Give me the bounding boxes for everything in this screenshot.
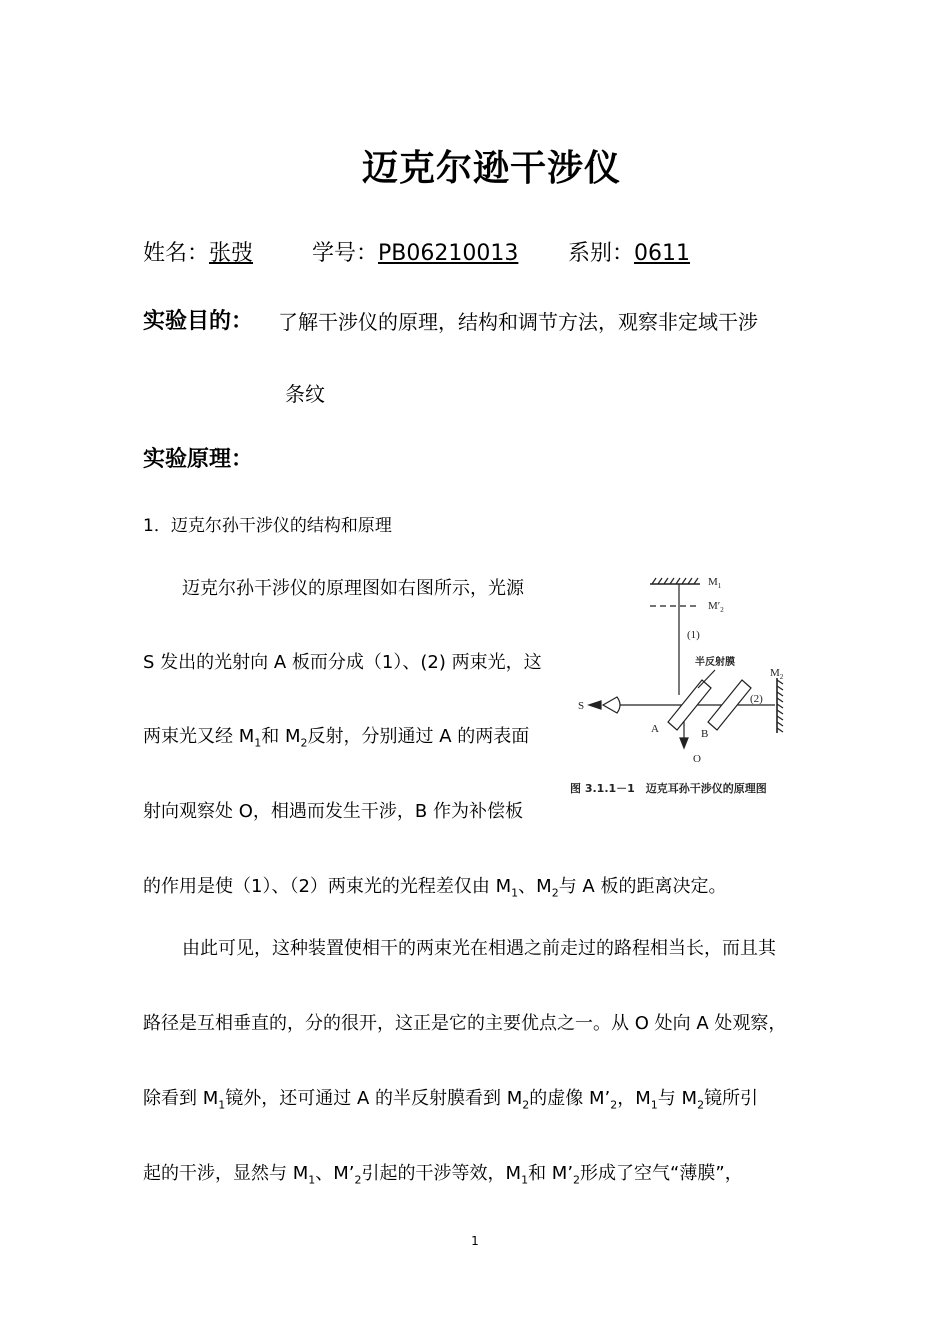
department-value: 0611 (634, 241, 691, 266)
label-beam-1: (1) (687, 629, 700, 641)
para2-line4: 起的干涉，显然与 $M_1$、$M’_2$引起的干涉等效，$M_1$和 $M’_2$形成了空气“薄膜”， (143, 1163, 743, 1187)
page-number: 1 (471, 1234, 479, 1248)
para1-line3: 两束光又经 $M_1$和 $M_2$反射，分别通过 A 的两表面 (143, 726, 530, 750)
name-label: 姓名： (143, 241, 210, 266)
para1-line4: 射向观察处 O，相遇而发生干涉，B 作为补偿板 (143, 801, 523, 822)
label-m1: $M_1$ (708, 576, 722, 590)
observer-arrow (680, 738, 688, 748)
section1-heading: 1．迈克尔孙干涉仪的结构和原理 (143, 516, 392, 536)
name-field (143, 236, 253, 267)
student-id-label: 学号： (312, 241, 379, 266)
para1-line2: S 发出的光射向 A 板而分成（1）、(2) 两束光，这 (143, 652, 542, 673)
para2-line3: 除看到 $M_1$镜外，还可通过 A 的半反射膜看到 $M_2$的虚像 $M’_2$，$M_1$与 $M_2$镜所引 (143, 1088, 759, 1112)
name-value: 张弢 (209, 241, 254, 266)
department-label: 系别： (568, 241, 635, 266)
label-s: S (578, 700, 585, 712)
label-beam-2: (2) (750, 693, 763, 705)
principle-heading: 实验原理： (143, 447, 254, 472)
label-half-mirror: 半反射膜 (695, 657, 735, 668)
purpose-text-line1: 了解干涉仪的原理，结构和调节方法，观察非定域干涉 (278, 310, 758, 334)
label-m2: $M_2$ (770, 667, 784, 681)
purpose-heading: 实验目的： (143, 309, 254, 334)
figure-caption: 图 3.1.1－1 迈克耳孙干涉仪的原理图 (570, 782, 767, 795)
para1-line5: 的作用是使（1）、（2）两束光的光程差仅由 $M_1$、$M_2$与 A 板的距离决定。 (143, 876, 727, 900)
para2-line2: 路径是互相垂直的，分的很开，这正是它的主要优点之一。从 O 处向 A 处观察， (143, 1013, 787, 1034)
label-m2-prime: $M'_2$ (708, 600, 724, 614)
department-field (568, 236, 690, 267)
mirror-m1-hatching (652, 578, 698, 584)
mirror-m2-hatching (777, 680, 783, 732)
purpose-text-line2: 条纹 (285, 382, 325, 406)
label-b: B (701, 728, 709, 740)
source-arrow (589, 701, 601, 709)
student-id-value: PB06210013 (378, 241, 519, 266)
interferometer-diagram (565, 570, 810, 805)
para2-line1: 由此可见，这种装置使相干的两束光在相遇之前走过的路程相当长，而且其 (182, 938, 776, 959)
para1-line1: 迈克尔孙干涉仪的原理图如右图所示，光源 (182, 578, 524, 599)
label-o: O (693, 753, 701, 765)
source-lens-icon (603, 697, 620, 713)
label-a: A (651, 723, 659, 735)
page-title: 迈克尔逊干涉仪 (361, 148, 621, 189)
student-id-field (312, 236, 518, 267)
